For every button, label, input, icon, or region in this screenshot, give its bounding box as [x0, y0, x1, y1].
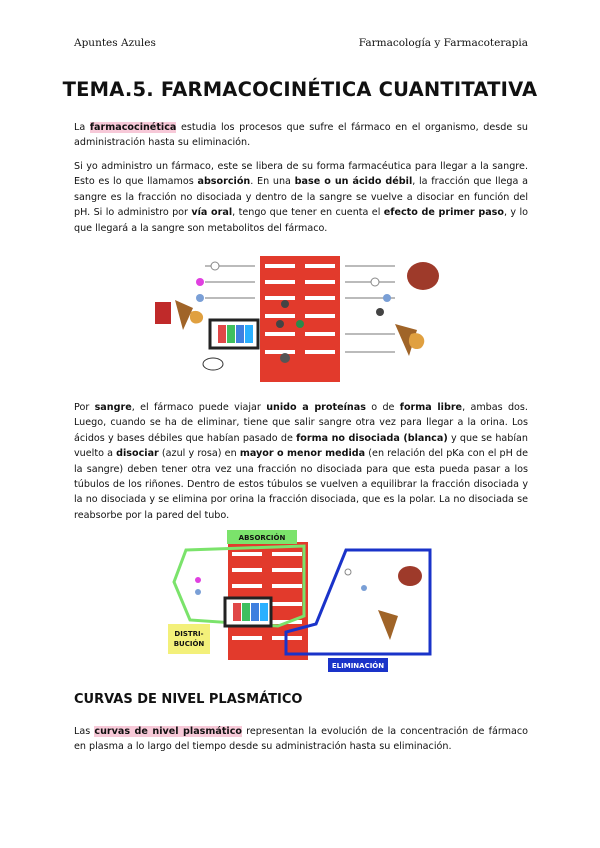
- section-subtitle: CURVAS DE NIVEL PLASMÁTICO: [74, 692, 303, 707]
- paragraph-intro: La farmacocinética estudia los procesos que sufre el fármaco en el organismo, desde su administración hasta su eliminación.: [74, 122, 529, 149]
- pharmacokinetics-phases-diagram: [168, 528, 436, 674]
- distribucion-label-1: DISTRI-: [174, 630, 204, 638]
- header-right: Farmacología y Farmacoterapia: [358, 37, 528, 49]
- page-title: TEMA.5. FARMACOCINÉTICA CUANTITATIVA: [62, 78, 538, 101]
- pharmacokinetics-diagram: [155, 252, 445, 382]
- distribucion-label-2: BUCIÓN: [173, 640, 205, 648]
- absorcion-label: ABSORCIÓN: [238, 534, 286, 542]
- paragraph-absorption: Si yo administro un fármaco, este se libera de su forma farmacéutica para llegar a la sangre. Esto es lo que llamamos absorción. En una base o un ácido débil, la fracción que llega a sangre es la fracción no disociada y dentro de la sangre se vuelve a disociar en función del pH. Si lo administro por vía oral, tengo que tener en cuenta el efecto de primer paso, y lo que llegará a la sangre son metabolitos del fármaco.: [74, 161, 528, 234]
- paragraph-blood: Por sangre, el fármaco puede viajar unido a proteínas o de forma libre, ambas dos. Luego, cuando se ha de eliminar, tiene que salir sangre otra vez para llegar a la orina. Los ácidos y bases débiles que habían pasado de forma no disociada (blanca) y que se habían vuelto a disociar (azul y rosa) en mayor o menor medida (en relación del pKa con el pH de la sangre) deben tener otra vez una fracción no disociada para que esta pueda pasar a los túbulos de los riñones. Dentro de estos túbulos se vuelven a equilibrar la fracción disociada y la no disociada y se elimina por orina la fracción disociada, que es la polar. La no disociada se reabsorbe por la pared del tubo.: [74, 402, 529, 521]
- paragraph-curves: Las curvas de nivel plasmático representan la evolución de la concentración de fármaco en plasma a lo largo del tiempo desde su administración hasta su eliminación.: [74, 726, 528, 753]
- header-left: Apuntes Azules: [74, 37, 156, 49]
- eliminacion-label: ELIMINACIÓN: [331, 662, 385, 670]
